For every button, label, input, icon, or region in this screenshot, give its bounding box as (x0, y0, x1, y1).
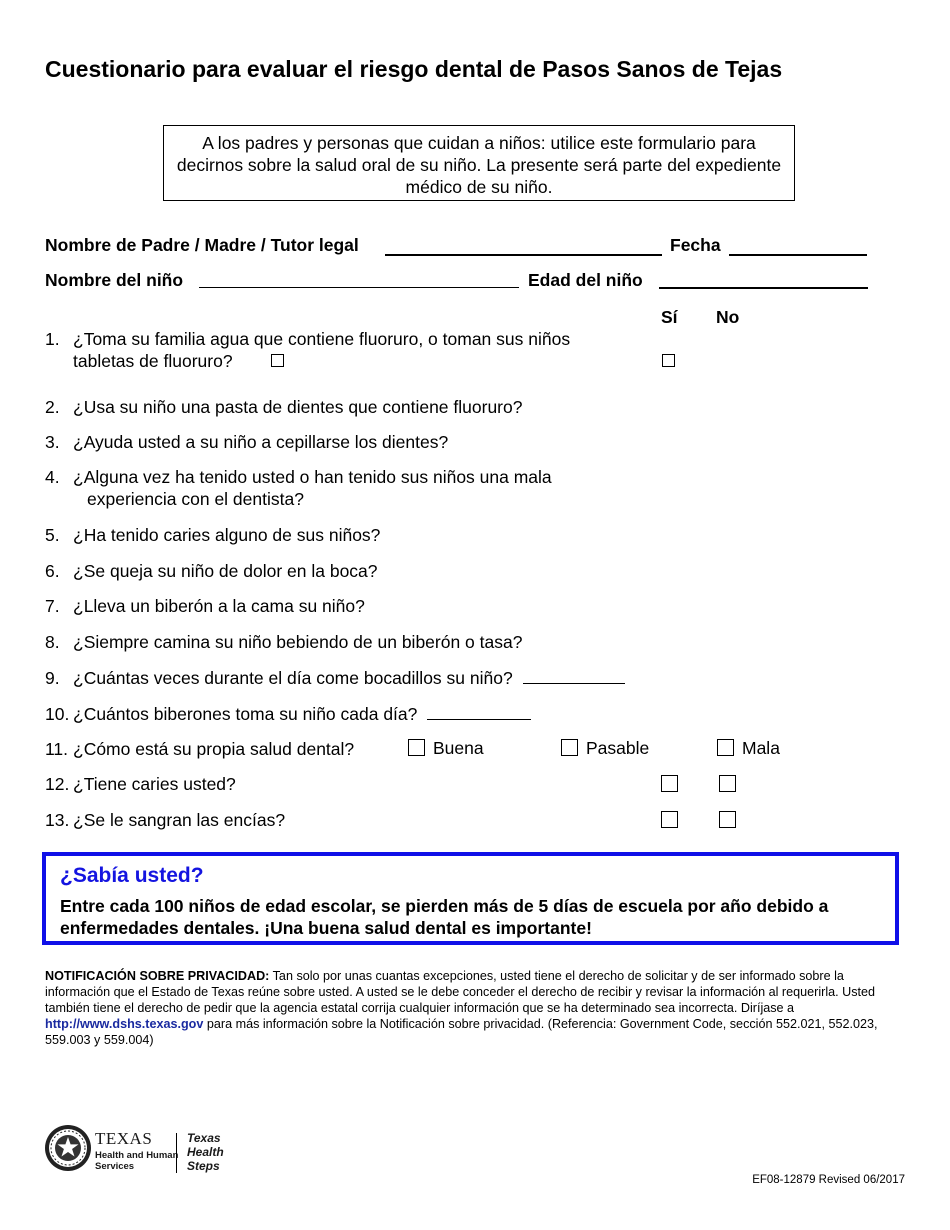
question-8 (45, 631, 522, 653)
question-number: 13. (45, 810, 70, 830)
q11-buena-label: Buena (433, 738, 484, 758)
question-text: ¿Se queja su niño de dolor en la boca? (73, 561, 378, 581)
question-number: 5. (45, 525, 60, 545)
q13-yes-checkbox[interactable] (661, 811, 678, 828)
q11-mala-label: Mala (742, 738, 780, 758)
question-10 (45, 703, 531, 725)
privacy-text-cont: para más información sobre la Notificación sobre privacidad. (Referencia: Government Code, sección 552.021, 552.023, 559.003 y 559.004) (45, 1017, 878, 1047)
did-you-know-callout (42, 852, 899, 945)
question-number: 6. (45, 561, 60, 581)
question-text: experiencia con el dentista? (87, 489, 304, 509)
question-number: 8. (45, 632, 60, 652)
q12-yes-checkbox[interactable] (661, 775, 678, 792)
question-number: 1. (45, 329, 60, 349)
question-text: ¿Cómo está su propia salud dental? (73, 739, 355, 759)
q11-pasable-label: Pasable (586, 738, 650, 758)
question-number: 9. (45, 668, 60, 688)
parent-name-field[interactable] (385, 254, 662, 256)
question-1-cont (73, 350, 233, 372)
question-text: ¿Ha tenido caries alguno de sus niños? (73, 525, 381, 545)
q13-no-checkbox[interactable] (719, 811, 736, 828)
no-column-header: No (716, 307, 740, 327)
question-number: 10. (45, 704, 70, 724)
logo-divider (176, 1133, 177, 1173)
hhs-line-1: Health and Human (95, 1150, 179, 1161)
question-number: 12. (45, 774, 70, 794)
form-id: EF08-12879 Revised 06/2017 (752, 1174, 905, 1186)
question-9 (45, 667, 625, 689)
privacy-label: NOTIFICACIÓN SOBRE PRIVACIDAD: (45, 969, 270, 983)
snacks-per-day-field[interactable] (523, 668, 625, 684)
question-number: 3. (45, 432, 60, 452)
dshs-link[interactable]: http://www.dshs.texas.gov (45, 1017, 204, 1031)
question-1 (45, 328, 570, 350)
question-11 (45, 738, 354, 760)
question-text: ¿Cuántos biberones toma su niño cada día? (73, 704, 418, 724)
question-text: tabletas de fluoruro? (73, 351, 233, 371)
child-age-label: Edad del niño (528, 270, 643, 290)
question-number: 11. (45, 739, 69, 759)
question-text: ¿Ayuda usted a su niño a cepillarse los dientes? (73, 432, 449, 452)
question-12 (45, 773, 236, 795)
question-number: 7. (45, 596, 60, 616)
hhs-wordmark (95, 1150, 178, 1172)
question-2 (45, 396, 522, 418)
question-text: ¿Se le sangran las encías? (73, 810, 286, 830)
question-text: ¿Alguna vez ha tenido usted o han tenido sus niños una mala (73, 467, 552, 487)
q11-pasable-checkbox[interactable] (561, 739, 578, 756)
date-field[interactable] (729, 254, 867, 256)
texas-seal-icon (44, 1124, 92, 1172)
texas-wordmark: TEXAS (95, 1129, 153, 1148)
question-6 (45, 560, 378, 582)
q12-no-checkbox[interactable] (719, 775, 736, 792)
intro-box: A los padres y personas que cuidan a niños: utilice este formulario para decirnos sobre la salud oral de su niño. La presente será parte del expediente médico de su niño. (163, 125, 795, 201)
yes-column-header: Sí (661, 307, 678, 327)
question-5 (45, 524, 380, 546)
question-text: ¿Toma su familia agua que contiene fluoruro, o toman sus niños (73, 329, 571, 349)
bottles-per-day-field[interactable] (427, 704, 531, 720)
callout-body: Entre cada 100 niños de edad escolar, se pierden más de 5 días de escuela por año debido a enfermedades dentales. ¡Una buena salud dental es importante! (60, 896, 829, 938)
steps-line-1: Texas (187, 1131, 221, 1145)
child-name-field[interactable] (199, 287, 519, 288)
child-name-label: Nombre del niño (45, 270, 184, 290)
question-13 (45, 809, 285, 831)
question-text: ¿Cuántas veces durante el día come bocadillos su niño? (73, 668, 513, 688)
question-4-cont (87, 488, 304, 510)
question-7 (45, 595, 365, 617)
question-text: ¿Tiene caries usted? (73, 774, 236, 794)
question-text: ¿Siempre camina su niño bebiendo de un biberón o tasa? (73, 632, 523, 652)
question-3 (45, 431, 448, 453)
q11-mala-checkbox[interactable] (717, 739, 734, 756)
child-age-field[interactable] (659, 287, 868, 289)
question-number: 2. (45, 397, 60, 417)
hhs-line-2: Services (95, 1161, 135, 1172)
texas-health-steps-wordmark (187, 1131, 224, 1173)
q11-buena-checkbox[interactable] (408, 739, 425, 756)
question-number: 4. (45, 467, 60, 487)
question-text: ¿Lleva un biberón a la cama su niño? (73, 596, 365, 616)
question-4 (45, 466, 552, 488)
callout-title: ¿Sabía usted? (60, 864, 204, 887)
steps-line-3: Steps (187, 1159, 220, 1173)
page-title: Cuestionario para evaluar el riesgo dental de Pasos Sanos de Tejas (45, 56, 783, 82)
privacy-notice (45, 968, 907, 1048)
date-label: Fecha (670, 235, 721, 255)
steps-line-2: Health (187, 1145, 224, 1159)
parent-name-label: Nombre de Padre / Madre / Tutor legal (45, 235, 359, 255)
q1-yes-checkbox[interactable] (662, 354, 675, 367)
privacy-text: Tan solo por unas cuantas excepciones, usted tiene el derecho de solicitar y de ser informado sobre la información que el Estado de Texas reúne sobre usted. A usted se le debe conceder el derecho de recibir y revisar la información al requerirla. Usted también tiene el derecho de pedir que la agencia estatal corrija cualquier información que se ha determinado sea incorrecta. Diríjase a (45, 969, 876, 1015)
q1-inline-checkbox[interactable] (271, 354, 284, 367)
question-text: ¿Usa su niño una pasta de dientes que contiene fluoruro? (73, 397, 523, 417)
